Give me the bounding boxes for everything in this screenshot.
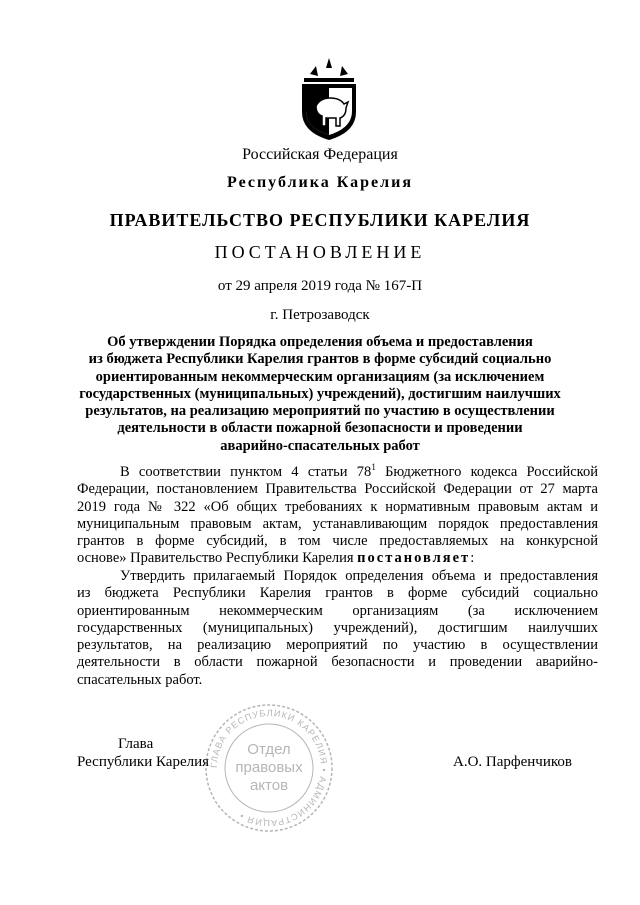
country-name: Российская Федерация [242, 146, 398, 163]
body-line: государственных (муниципальных) учреждений), достигшим наилучших [77, 619, 598, 636]
body-text: Бюджетного кодекса Российской [375, 464, 598, 480]
stamp-line: актов [249, 777, 289, 794]
stamp-ring-text: ГЛАВА РЕСПУБЛИКИ КАРЕЛИЯ • АДМИНИСТРАЦИЯ • [208, 707, 330, 829]
signatory-name: А.О. Парфенчиков [453, 754, 572, 770]
paragraph-preamble [77, 464, 598, 568]
document-title [0, 334, 640, 455]
title-line: результатов, на реализацию мероприятий по участию в осуществлении [85, 403, 555, 420]
stamp-line: правовых [235, 759, 303, 776]
body-line: ориентированным некоммерческим организациям (за исключением [77, 602, 598, 619]
title-line: ориентированным некоммерческим организациям (за исключением [95, 368, 545, 385]
body-line [77, 550, 598, 567]
body-text: основе» Правительство Республики Карелия [77, 550, 358, 567]
signatory-position: Глава [118, 736, 154, 752]
legal-department-stamp [203, 702, 335, 834]
date-number-line: от 29 апреля 2019 года № 167-П [217, 278, 423, 294]
body-line: Утвердить прилагаемый Порядок определения объема и предоставления [120, 568, 598, 584]
signatory-position-2: Республики Карелия [77, 754, 210, 770]
body-line: деятельности в области пожарной безопасности и проведении аварийно- [77, 654, 598, 671]
title-line: из бюджета Республики Карелия грантов в форме субсидий социально [88, 351, 552, 368]
body-line: результатов, на реализацию мероприятий по участию в осуществлении [77, 637, 598, 654]
body-line: Федерации, постановлением Правительства Российской Федерации от 27 марта [77, 481, 598, 498]
body-text: : [470, 550, 475, 567]
title-line: Об утверждении Порядка определения объема и предоставления [107, 334, 533, 350]
title-line: деятельности в области пожарной безопасности и проведении [117, 420, 523, 437]
republic-name: Республика Карелия [227, 174, 413, 191]
title-line: государственных (муниципальных) учреждений), достигшим наилучших [79, 385, 561, 402]
stamp-line: Отдел [247, 741, 291, 758]
city-name: г. Петрозаводск [270, 307, 370, 323]
body-line: муниципальным правовым актам, устанавливающим порядок предоставления [77, 515, 598, 532]
document-type: ПОСТАНОВЛЕНИЕ [214, 242, 426, 262]
body-line: грантов в форме субсидий, в том числе предоставляемых на конкурсной [77, 533, 598, 550]
body-text: В соответствии пунктом 4 статьи 78 [120, 464, 372, 480]
resolution-word: постановляет [357, 550, 471, 567]
body-line: спасательных работ. [77, 671, 203, 688]
body-line: 2019 года № 322 «Об общих требованиях к нормативным правовым актам и [77, 498, 598, 515]
government-name: ПРАВИТЕЛЬСТВО РЕСПУБЛИКИ КАРЕЛИЯ [109, 210, 531, 230]
title-line: аварийно-спасательных работ [220, 437, 420, 454]
body-line [77, 464, 598, 481]
body-line: из бюджета Республики Карелия грантов в форме субсидий социально [77, 585, 598, 602]
superscript: 1 [371, 462, 376, 473]
karelia-coat-of-arms-icon [296, 56, 362, 142]
paragraph-resolution [77, 568, 598, 689]
